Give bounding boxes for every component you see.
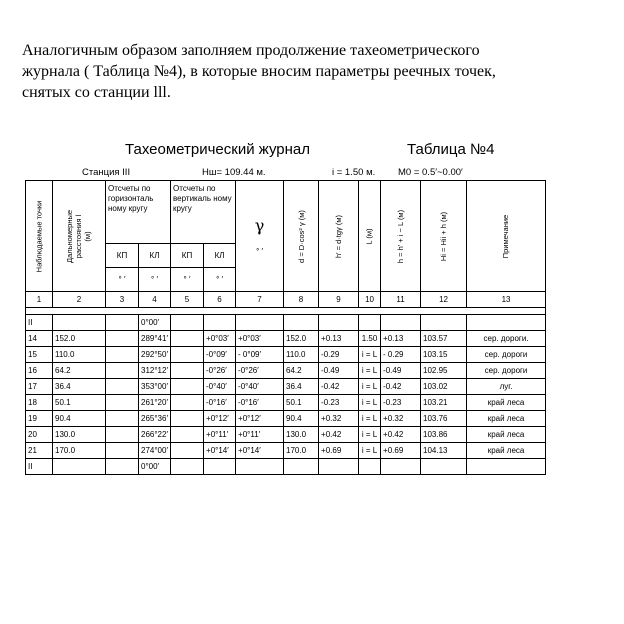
table-cell: 274°00′ [139,443,171,459]
table-cell [204,459,236,475]
column-number: 7 [236,292,284,308]
table-cell: II [26,459,53,475]
table-cell [171,443,204,459]
table-cell [171,427,204,443]
table-cell [106,411,139,427]
table-cell: край леса [467,411,546,427]
station-label: Станция III [82,167,131,178]
table-cell [284,315,319,331]
table-cell: 261°20′ [139,395,171,411]
table-cell: 102.95 [421,363,467,379]
table-cell [106,459,139,475]
table-cell: 170.0 [53,443,106,459]
header-vertical: Отсчеты по вертикаль ному кругу [171,181,236,244]
table-cell: 50.1 [53,395,106,411]
table-cell: +0.13 [319,331,359,347]
table-cell [236,459,284,475]
table-cell: сер. дороги [467,347,546,363]
table-cell: -0.49 [381,363,421,379]
table-cell [106,379,139,395]
column-number: 8 [284,292,319,308]
table-cell [171,315,204,331]
table-cell: 21 [26,443,53,459]
table-cell: 36.4 [53,379,106,395]
table-row [26,331,546,347]
table-cell: 292°50′ [139,347,171,363]
table-cell [421,459,467,475]
table-cell: 15 [26,347,53,363]
table-row [26,411,546,427]
table-cell: 104.13 [421,443,467,459]
table-cell: 36.4 [284,379,319,395]
table-cell: 18 [26,395,53,411]
intro-paragraph [22,40,607,103]
table-cell: -0°26′ [204,363,236,379]
m0-label: М0 = 0.5′~0.00′ [398,167,463,178]
table-cell: 90.4 [284,411,319,427]
table-cell [171,379,204,395]
table-cell: -0°16′ [236,395,284,411]
table-row [26,379,546,395]
table-cell [359,459,381,475]
table-row [26,347,546,363]
column-number: 10 [359,292,381,308]
column-number: 6 [204,292,236,308]
table-row [26,443,546,459]
table-cell: +0°14′ [204,443,236,459]
table-cell [381,315,421,331]
table-cell: 0°00′ [139,459,171,475]
table-cell: +0°12′ [204,411,236,427]
intro-line: журнала ( Таблица №4), в которые вносим параметры реечных точек, [22,63,496,80]
table-cell: -0.42 [381,379,421,395]
table-cell: 90.4 [53,411,106,427]
table-cell: i = L [359,427,381,443]
table-cell: -0°26′ [236,363,284,379]
table-cell: +0.42 [381,427,421,443]
table-cell [467,459,546,475]
hst-label: Нш= 109.44 м. [202,167,266,178]
table-cell: +0.69 [381,443,421,459]
table-cell: +0.69 [319,443,359,459]
table-cell: +0°03′ [236,331,284,347]
table-cell [53,459,106,475]
table-cell: i = L [359,443,381,459]
table-cell: сер. дороги [467,363,546,379]
table-row [26,459,546,475]
table-cell: II [26,315,53,331]
table-cell [236,315,284,331]
table-row [26,427,546,443]
table-cell: 152.0 [53,331,106,347]
table-cell: +0.32 [319,411,359,427]
header-L: L (м) [359,181,381,292]
table-cell [284,459,319,475]
journal-title: Тахеометрический журнал [125,141,310,158]
table-cell: 130.0 [284,427,319,443]
table-cell [171,331,204,347]
column-number: 13 [467,292,546,308]
table-cell: 103.57 [421,331,467,347]
table-cell: 103.21 [421,395,467,411]
table-cell: i = L [359,363,381,379]
column-number: 11 [381,292,421,308]
column-number: 2 [53,292,106,308]
table-cell: 353°00′ [139,379,171,395]
header-units: ° ′ [171,267,204,291]
table-cell [106,331,139,347]
table-cell: 16 [26,363,53,379]
table-cell [171,395,204,411]
table-cell: 20 [26,427,53,443]
header-units: ° ′ [106,267,139,291]
table-cell: +0.32 [381,411,421,427]
table-cell: +0°11′ [204,427,236,443]
table-cell [359,315,381,331]
header-kl-v: КЛ [204,243,236,267]
table-cell: -0.23 [319,395,359,411]
column-number: 9 [319,292,359,308]
table-cell: край леса [467,395,546,411]
table-cell: 0°00′ [139,315,171,331]
table-row [26,395,546,411]
header-units: ° ′ [139,267,171,291]
table-cell: -0°16′ [204,395,236,411]
header-kp-h: КП [106,243,139,267]
table-cell: 266°22′ [139,427,171,443]
intro-line: снятых со станции lll. [22,84,171,101]
table-cell [106,427,139,443]
tacheometric-journal-table [25,180,546,475]
table-cell: -0°40′ [236,379,284,395]
table-number: Таблица №4 [407,141,495,158]
table-cell [319,459,359,475]
column-number: 4 [139,292,171,308]
table-cell: 103.02 [421,379,467,395]
i-label: i = 1.50 м. [332,167,376,178]
header-units: ° ′ [204,267,236,291]
table-cell: 64.2 [53,363,106,379]
column-number: 3 [106,292,139,308]
header-gamma: γ ° ′ [236,181,284,292]
table-cell: +0.42 [319,427,359,443]
table-cell [319,315,359,331]
table-cell [421,315,467,331]
table-cell: -0.49 [319,363,359,379]
table-cell: - 0.29 [381,347,421,363]
table-cell: край леса [467,427,546,443]
table-cell: +0°11′ [236,427,284,443]
table-cell: 265°36′ [139,411,171,427]
table-cell: i = L [359,347,381,363]
header-horizontal: Отсчеты по горизонталь ному кругу [106,181,171,244]
table-cell: i = L [359,411,381,427]
table-cell [106,347,139,363]
table-cell: 312°12′ [139,363,171,379]
table-cell: i = L [359,395,381,411]
table-cell: 110.0 [284,347,319,363]
table-cell [467,315,546,331]
table-cell: 103.76 [421,411,467,427]
table-cell: 152.0 [284,331,319,347]
table-cell: 170.0 [284,443,319,459]
table-cell [106,363,139,379]
table-row [26,363,546,379]
table-cell: сер. дороги. [467,331,546,347]
table-row [26,315,546,331]
header-note: Примечание [467,181,546,292]
table-cell [381,459,421,475]
table-cell [53,315,106,331]
table-cell: +0°14′ [236,443,284,459]
header-h: h = h′ + i − L (м) [381,181,421,292]
table-cell [106,395,139,411]
table-cell: 103.15 [421,347,467,363]
table-cell: -0°40′ [204,379,236,395]
table-cell: +0°12′ [236,411,284,427]
table-cell: -0°09′ [204,347,236,363]
header-kp-v: КП [171,243,204,267]
table-cell [106,443,139,459]
column-number-row [26,292,546,308]
table-cell [171,363,204,379]
table-cell [171,347,204,363]
table-cell: -0.29 [319,347,359,363]
table-cell: i = L [359,379,381,395]
table-cell [204,315,236,331]
table-cell: 1.50 [359,331,381,347]
table-cell [171,459,204,475]
column-number: 12 [421,292,467,308]
intro-line: Аналогичным образом заполняем продолжение тахеометрического [22,42,480,59]
table-cell: +0°03′ [204,331,236,347]
table-cell: луг. [467,379,546,395]
table-cell: 110.0 [53,347,106,363]
table-cell: 50.1 [284,395,319,411]
table-cell: 17 [26,379,53,395]
column-number: 1 [26,292,53,308]
table-cell: 19 [26,411,53,427]
table-cell: 130.0 [53,427,106,443]
header-h-prime: h′ = d·tgγ (м) [319,181,359,292]
header-distance: Дальномерные расстояния l (м) [53,181,106,292]
table-cell: +0.13 [381,331,421,347]
column-number: 5 [171,292,204,308]
table-cell: -0.42 [319,379,359,395]
table-cell: -0.23 [381,395,421,411]
table-cell [171,411,204,427]
header-d: d = D·cos² γ (м) [284,181,319,292]
table-cell: 64.2 [284,363,319,379]
table-cell: 289°41′ [139,331,171,347]
table-cell: 14 [26,331,53,347]
table-cell: 103.86 [421,427,467,443]
header-kl-h: КЛ [139,243,171,267]
table-cell [106,315,139,331]
table-cell: - 0°09′ [236,347,284,363]
header-H: Hi = Hii + h (м) [421,181,467,292]
table-cell: край леса [467,443,546,459]
header-point: Наблюдаемые точки [26,181,53,292]
